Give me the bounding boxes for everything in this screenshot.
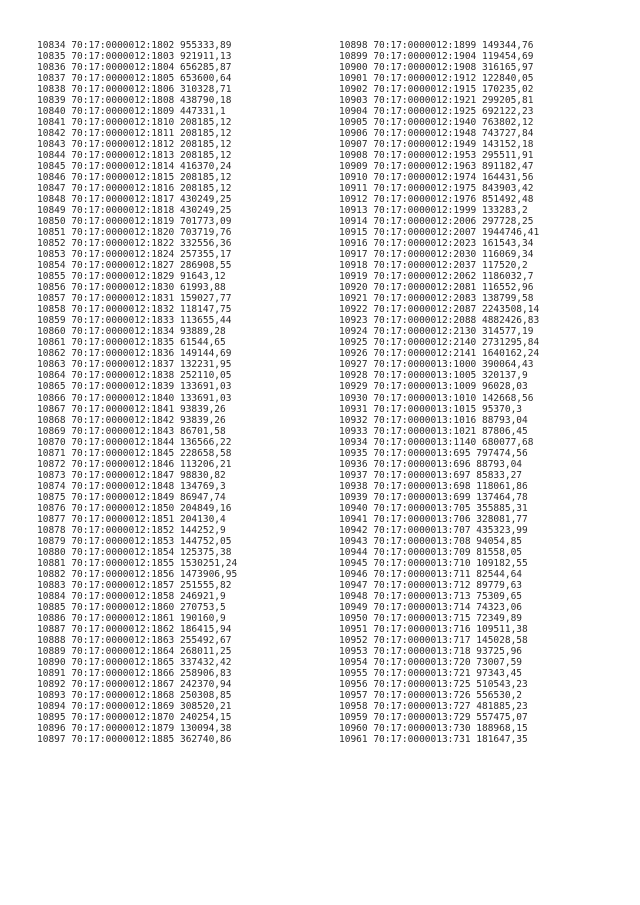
record-row: 10952 70:17:0000013:717 145028,58 xyxy=(339,634,528,646)
record-row: 10888 70:17:0000012:1863 255492,67 xyxy=(37,634,232,646)
record-row: 10920 70:17:0000012:2081 116552,96 xyxy=(339,282,534,294)
record-row: 10938 70:17:0000013:698 118061,86 xyxy=(339,480,528,492)
record-row: 10916 70:17:0000012:2023 161543,34 xyxy=(339,238,534,250)
record-row: 10865 70:17:0000012:1839 133691,03 xyxy=(37,381,232,393)
record-row: 10931 70:17:0000013:1015 95370,3 xyxy=(339,403,523,415)
record-row: 10914 70:17:0000012:2006 297728,25 xyxy=(339,216,534,228)
record-row: 10839 70:17:0000012:1808 438790,18 xyxy=(37,95,232,107)
record-row: 10943 70:17:0000013:708 94054,85 xyxy=(339,535,523,547)
record-row: 10847 70:17:0000012:1816 208185,12 xyxy=(37,183,232,195)
record-row: 10848 70:17:0000012:1817 430249,25 xyxy=(37,194,232,206)
record-row: 10899 70:17:0000012:1904 119454,69 xyxy=(339,51,534,63)
record-row: 10841 70:17:0000012:1810 208185,12 xyxy=(37,117,232,129)
record-row: 10932 70:17:0000013:1016 88793,04 xyxy=(339,414,528,426)
record-row: 10950 70:17:0000013:715 72349,89 xyxy=(339,612,523,624)
record-row: 10898 70:17:0000012:1899 149344,76 xyxy=(339,40,534,51)
record-row: 10838 70:17:0000012:1806 310328,71 xyxy=(37,84,232,96)
record-row: 10879 70:17:0000012:1853 144752,05 xyxy=(37,535,232,547)
record-row: 10870 70:17:0000012:1844 136566,22 xyxy=(37,436,232,448)
record-row: 10878 70:17:0000012:1852 144252,9 xyxy=(37,524,226,536)
record-row: 10947 70:17:0000013:712 89779,63 xyxy=(339,579,523,591)
record-row: 10935 70:17:0000013:695 797474,56 xyxy=(339,447,528,459)
record-row: 10864 70:17:0000012:1838 252110,05 xyxy=(37,370,232,382)
record-row: 10877 70:17:0000012:1851 204130,4 xyxy=(37,513,226,525)
record-row: 10917 70:17:0000012:2030 116069,34 xyxy=(339,249,534,261)
record-row: 10925 70:17:0000012:2140 2731295,84 xyxy=(339,337,540,349)
record-row: 10835 70:17:0000012:1803 921911,13 xyxy=(37,51,232,63)
record-row: 10897 70:17:0000012:1885 362740,86 xyxy=(37,733,232,745)
record-row: 10892 70:17:0000012:1867 242370,94 xyxy=(37,678,232,690)
record-row: 10834 70:17:0000012:1802 955333,89 xyxy=(37,40,232,51)
record-row: 10918 70:17:0000012:2037 117520,2 xyxy=(339,260,528,272)
record-row: 10837 70:17:0000012:1805 653600,64 xyxy=(37,73,232,85)
record-row: 10901 70:17:0000012:1912 122840,05 xyxy=(339,73,534,85)
record-row: 10958 70:17:0000013:727 481885,23 xyxy=(339,700,528,712)
record-row: 10912 70:17:0000012:1976 851492,48 xyxy=(339,194,534,206)
record-row: 10872 70:17:0000012:1846 113206,21 xyxy=(37,458,232,470)
record-row: 10882 70:17:0000012:1856 1473906,95 xyxy=(37,568,238,580)
record-row: 10910 70:17:0000012:1974 164431,56 xyxy=(339,172,534,184)
record-row: 10922 70:17:0000012:2087 2243508,14 xyxy=(339,304,540,316)
record-row: 10937 70:17:0000013:697 85833,27 xyxy=(339,469,523,481)
record-row: 10926 70:17:0000012:2141 1640162,24 xyxy=(339,348,540,360)
record-row: 10956 70:17:0000013:725 510543,23 xyxy=(339,678,528,690)
record-row: 10875 70:17:0000012:1849 86947,74 xyxy=(37,491,226,503)
record-row: 10884 70:17:0000012:1858 246921,9 xyxy=(37,590,226,602)
record-row: 10886 70:17:0000012:1861 190160,9 xyxy=(37,612,226,624)
record-row: 10880 70:17:0000012:1854 125375,38 xyxy=(37,546,232,558)
record-row: 10850 70:17:0000012:1819 701773,09 xyxy=(37,216,232,228)
record-row: 10934 70:17:0000013:1140 680077,68 xyxy=(339,436,534,448)
record-row: 10923 70:17:0000012:2088 4882426,83 xyxy=(339,315,540,327)
record-row: 10954 70:17:0000013:720 73007,59 xyxy=(339,656,523,668)
record-row: 10928 70:17:0000013:1005 320137,9 xyxy=(339,370,528,382)
record-row: 10924 70:17:0000012:2130 314577,19 xyxy=(339,326,534,338)
record-row: 10873 70:17:0000012:1847 98830,82 xyxy=(37,469,226,481)
record-row: 10846 70:17:0000012:1815 208185,12 xyxy=(37,172,232,184)
record-row: 10959 70:17:0000013:729 557475,07 xyxy=(339,711,528,723)
record-row: 10900 70:17:0000012:1908 316165,97 xyxy=(339,62,534,74)
record-row: 10913 70:17:0000012:1999 133283,2 xyxy=(339,205,528,217)
record-row: 10845 70:17:0000012:1814 416370,24 xyxy=(37,161,232,173)
record-row: 10853 70:17:0000012:1824 257355,17 xyxy=(37,249,232,261)
record-row: 10945 70:17:0000013:710 109182,55 xyxy=(339,557,528,569)
record-row: 10893 70:17:0000012:1868 250308,85 xyxy=(37,689,232,701)
record-row: 10871 70:17:0000012:1845 228658,58 xyxy=(37,447,232,459)
record-row: 10855 70:17:0000012:1829 91643,12 xyxy=(37,271,226,283)
record-row: 10862 70:17:0000012:1836 149144,69 xyxy=(37,348,232,360)
record-row: 10843 70:17:0000012:1812 208185,12 xyxy=(37,139,232,151)
record-row: 10955 70:17:0000013:721 97343,45 xyxy=(339,667,523,679)
record-row: 10889 70:17:0000012:1864 268011,25 xyxy=(37,645,232,657)
record-row: 10930 70:17:0000013:1010 142668,56 xyxy=(339,392,534,404)
record-row: 10915 70:17:0000012:2007 1944746,41 xyxy=(339,227,540,239)
record-row: 10911 70:17:0000012:1975 843903,42 xyxy=(339,183,534,195)
record-row: 10919 70:17:0000012:2062 1186032,7 xyxy=(339,271,534,283)
left-column xyxy=(37,40,237,745)
record-row: 10885 70:17:0000012:1860 270753,5 xyxy=(37,601,226,613)
record-row: 10856 70:17:0000012:1830 61993,88 xyxy=(37,282,226,294)
record-row: 10948 70:17:0000013:713 75309,65 xyxy=(339,590,523,602)
record-row: 10858 70:17:0000012:1832 118147,75 xyxy=(37,304,232,316)
record-row: 10939 70:17:0000013:699 137464,78 xyxy=(339,491,528,503)
record-row: 10867 70:17:0000012:1841 93839,26 xyxy=(37,403,226,415)
record-row: 10903 70:17:0000012:1921 299205,81 xyxy=(339,95,534,107)
record-row: 10895 70:17:0000012:1870 240254,15 xyxy=(37,711,232,723)
record-row: 10940 70:17:0000013:705 355885,31 xyxy=(339,502,528,514)
record-row: 10854 70:17:0000012:1827 286908,55 xyxy=(37,260,232,272)
record-row: 10881 70:17:0000012:1855 1530251,24 xyxy=(37,557,238,569)
record-row: 10883 70:17:0000012:1857 251555,82 xyxy=(37,579,232,591)
record-row: 10905 70:17:0000012:1940 763802,12 xyxy=(339,117,534,129)
record-row: 10876 70:17:0000012:1850 204849,16 xyxy=(37,502,232,514)
record-row: 10857 70:17:0000012:1831 159027,77 xyxy=(37,293,232,305)
record-row: 10929 70:17:0000013:1009 96028,03 xyxy=(339,381,528,393)
record-row: 10941 70:17:0000013:706 328081,77 xyxy=(339,513,528,525)
right-column xyxy=(339,40,539,745)
record-row: 10957 70:17:0000013:726 556530,2 xyxy=(339,689,523,701)
record-row: 10960 70:17:0000013:730 188968,15 xyxy=(339,722,528,734)
record-row: 10891 70:17:0000012:1866 258906,83 xyxy=(37,667,232,679)
record-row: 10861 70:17:0000012:1835 61544,65 xyxy=(37,337,226,349)
record-row: 10942 70:17:0000013:707 435323,99 xyxy=(339,524,528,536)
record-row: 10840 70:17:0000012:1809 447331,1 xyxy=(37,106,226,118)
record-row: 10887 70:17:0000012:1862 186415,94 xyxy=(37,623,232,635)
record-row: 10936 70:17:0000013:696 88793,04 xyxy=(339,458,523,470)
record-row: 10907 70:17:0000012:1949 143152,18 xyxy=(339,139,534,151)
record-row: 10921 70:17:0000012:2083 138799,58 xyxy=(339,293,534,305)
record-row: 10868 70:17:0000012:1842 93839,26 xyxy=(37,414,226,426)
record-row: 10902 70:17:0000012:1915 170235,02 xyxy=(339,84,534,96)
record-row: 10859 70:17:0000012:1833 113655,44 xyxy=(37,315,232,327)
record-row: 10908 70:17:0000012:1953 295511,91 xyxy=(339,150,534,162)
record-row: 10836 70:17:0000012:1804 656285,87 xyxy=(37,62,232,74)
record-row: 10896 70:17:0000012:1879 130094,38 xyxy=(37,722,232,734)
record-row: 10951 70:17:0000013:716 109511,38 xyxy=(339,623,528,635)
record-row: 10869 70:17:0000012:1843 86701,58 xyxy=(37,425,226,437)
record-row: 10842 70:17:0000012:1811 208185,12 xyxy=(37,128,232,140)
record-row: 10860 70:17:0000012:1834 93889,28 xyxy=(37,326,226,338)
record-row: 10946 70:17:0000013:711 82544,64 xyxy=(339,568,523,580)
record-row: 10852 70:17:0000012:1822 332556,36 xyxy=(37,238,232,250)
record-row: 10961 70:17:0000013:731 181647,35 xyxy=(339,733,528,745)
record-row: 10866 70:17:0000012:1840 133691,03 xyxy=(37,392,232,404)
record-row: 10863 70:17:0000012:1837 132231,95 xyxy=(37,359,232,371)
record-row: 10844 70:17:0000012:1813 208185,12 xyxy=(37,150,232,162)
record-row: 10851 70:17:0000012:1820 703719,76 xyxy=(37,227,232,239)
record-row: 10874 70:17:0000012:1848 134769,3 xyxy=(37,480,226,492)
record-row: 10933 70:17:0000013:1021 87806,45 xyxy=(339,425,528,437)
record-row: 10894 70:17:0000012:1869 308520,21 xyxy=(37,700,232,712)
record-row: 10909 70:17:0000012:1963 891182,47 xyxy=(339,161,534,173)
record-row: 10890 70:17:0000012:1865 337432,42 xyxy=(37,656,232,668)
record-row: 10944 70:17:0000013:709 81558,05 xyxy=(339,546,523,558)
record-row: 10949 70:17:0000013:714 74323,06 xyxy=(339,601,523,613)
record-row: 10904 70:17:0000012:1925 692122,23 xyxy=(339,106,534,118)
record-row: 10953 70:17:0000013:718 93725,96 xyxy=(339,645,523,657)
record-row: 10927 70:17:0000013:1000 390064,43 xyxy=(339,359,534,371)
record-row: 10906 70:17:0000012:1948 743727,84 xyxy=(339,128,534,140)
record-row: 10849 70:17:0000012:1818 430249,25 xyxy=(37,205,232,217)
